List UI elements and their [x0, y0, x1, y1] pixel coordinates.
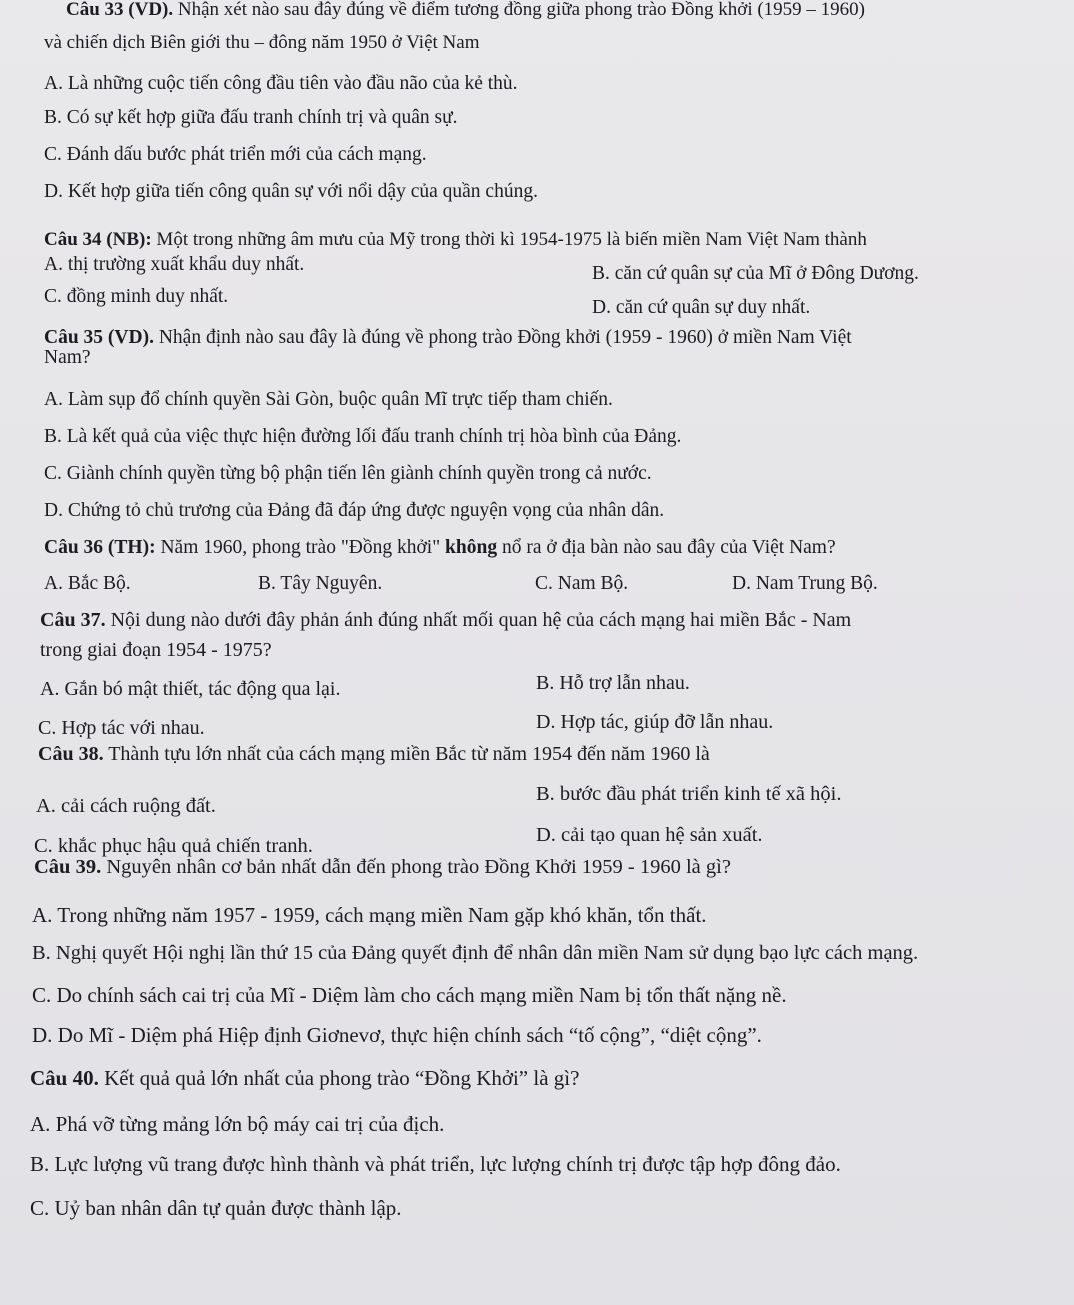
question-36-option-a: A. Bắc Bộ.: [44, 573, 131, 594]
question-39-label: Câu 39.: [34, 856, 102, 878]
question-35-line2: Nam?: [44, 347, 91, 368]
question-33-line2: và chiến dịch Biên giới thu – đông năm 1950 ở Việt Nam: [44, 32, 480, 53]
question-38-text: Thành tựu lớn nhất của cách mạng miền Bắc từ năm 1954 đến năm 1960 là: [103, 743, 710, 765]
question-39-text: Nguyên nhân cơ bản nhất dẫn đến phong trào Đồng Khởi 1959 - 1960 là gì?: [101, 856, 731, 878]
question-38-label: Câu 38.: [38, 743, 104, 765]
question-37-line2: trong giai đoạn 1954 - 1975?: [40, 639, 272, 661]
question-34-line1: [44, 228, 867, 252]
question-37-option-b: B. Hỗ trợ lẫn nhau.: [536, 672, 690, 694]
question-37-label: Câu 37.: [40, 609, 106, 631]
question-36-text-part2: nổ ra ở địa bàn nào sau đây của Việt Nam?: [497, 537, 836, 558]
question-39-option-a: A. Trong những năm 1957 - 1959, cách mạng miền Nam gặp khó khăn, tổn thất.: [32, 903, 707, 927]
question-40-option-b: B. Lực lượng vũ trang được hình thành và phát triển, lực lượng chính trị được tập hợp đông đảo.: [30, 1152, 841, 1176]
question-38-option-a: A. cải cách ruộng đất.: [36, 795, 216, 817]
question-34-option-d: D. căn cứ quân sự duy nhất.: [592, 297, 811, 318]
question-34-option-c: C. đồng minh duy nhất.: [44, 286, 229, 307]
question-37-option-d: D. Hợp tác, giúp đỡ lẫn nhau.: [536, 711, 774, 733]
question-39-line1: [34, 855, 731, 879]
question-40-option-c: C. Uỷ ban nhân dân tự quản được thành lập.: [30, 1196, 402, 1220]
question-35-line1: [44, 326, 852, 350]
question-35-text: Nhận định nào sau đây là đúng về phong trào Đồng khởi (1959 - 1960) ở miền Nam Việt: [153, 327, 852, 348]
question-35-option-a: A. Làm sụp đổ chính quyền Sài Gòn, buộc quân Mĩ trực tiếp tham chiến.: [44, 389, 613, 410]
question-34-option-b: B. căn cứ quân sự của Mĩ ở Đông Dương.: [592, 263, 919, 284]
question-35-label: Câu 35 (VD).: [44, 327, 154, 348]
question-39-option-d: D. Do Mĩ - Diệm phá Hiệp định Giơnevơ, thực hiện chính sách “tố cộng”, “diệt cộng”.: [32, 1023, 762, 1047]
question-36-option-c: C. Nam Bộ.: [535, 573, 629, 594]
question-38-option-c: C. khắc phục hậu quả chiến tranh.: [34, 835, 313, 857]
question-36-line1: [44, 536, 836, 560]
question-35-option-b: B. Là kết quả của việc thực hiện đường lối đấu tranh chính trị hòa bình của Đảng.: [44, 426, 682, 447]
question-39-option-b: B. Nghị quyết Hội nghị lần thứ 15 của Đảng quyết định để nhân dân miền Nam sử dụng bạo lực cách mạng.: [32, 942, 919, 964]
question-38-line1: [38, 742, 710, 766]
question-33-option-b: B. Có sự kết hợp giữa đấu tranh chính trị và quân sự.: [44, 107, 458, 128]
question-38-option-b: B. bước đầu phát triển kinh tế xã hội.: [536, 783, 842, 805]
question-37-text: Nội dung nào dưới đây phản ánh đúng nhất mối quan hệ của cách mạng hai miền Bắc - Nam: [105, 609, 852, 631]
question-40-line1: [30, 1066, 579, 1090]
question-37-line1: [40, 608, 851, 632]
question-37-option-a: A. Gắn bó mật thiết, tác động qua lại.: [40, 678, 341, 700]
question-40-text: Kết quả quả lớn nhất của phong trào “Đồng Khởi” là gì?: [98, 1066, 580, 1090]
question-33-line1: [66, 0, 865, 22]
question-36-emphasis: không: [445, 537, 498, 558]
question-38-option-d: D. cải tạo quan hệ sản xuất.: [536, 824, 763, 846]
question-39-option-c: C. Do chính sách cai trị của Mĩ - Diệm làm cho cách mạng miền Nam bị tổn thất nặng nề.: [32, 983, 787, 1007]
question-37-option-c: C. Hợp tác với nhau.: [38, 717, 205, 739]
question-40-label: Câu 40.: [30, 1066, 99, 1090]
question-36-text-part1: Năm 1960, phong trào "Đồng khởi": [155, 537, 446, 558]
question-40-option-a: A. Phá vỡ từng mảng lớn bộ máy cai trị của địch.: [30, 1112, 445, 1136]
question-35-option-c: C. Giành chính quyền từng bộ phận tiến lên giành chính quyền trong cả nước.: [44, 463, 652, 484]
question-36-option-b: B. Tây Nguyên.: [258, 573, 383, 594]
question-36-label: Câu 36 (TH):: [44, 537, 156, 558]
question-33-text: Nhận xét nào sau đây đúng về điểm tương đồng giữa phong trào Đồng khởi (1959 – 1960): [173, 0, 865, 20]
question-34-label: Câu 34 (NB):: [44, 229, 152, 250]
question-33-option-a: A. Là những cuộc tiến công đầu tiên vào đầu não của kẻ thù.: [44, 73, 518, 94]
question-33-label: Câu 33 (VD).: [66, 0, 174, 20]
question-34-text: Một trong những âm mưu của Mỹ trong thời kì 1954-1975 là biến miền Nam Việt Nam thành: [151, 229, 867, 250]
question-35-option-d: D. Chứng tỏ chủ trương của Đảng đã đáp ứng được nguyện vọng của nhân dân.: [44, 500, 665, 521]
question-33-option-c: C. Đánh dấu bước phát triển mới của cách mạng.: [44, 144, 427, 165]
question-36-option-d: D. Nam Trung Bộ.: [732, 573, 878, 594]
question-33-option-d: D. Kết hợp giữa tiến công quân sự với nổi dậy của quần chúng.: [44, 181, 538, 202]
question-34-option-a: A. thị trường xuất khẩu duy nhất.: [44, 254, 305, 275]
